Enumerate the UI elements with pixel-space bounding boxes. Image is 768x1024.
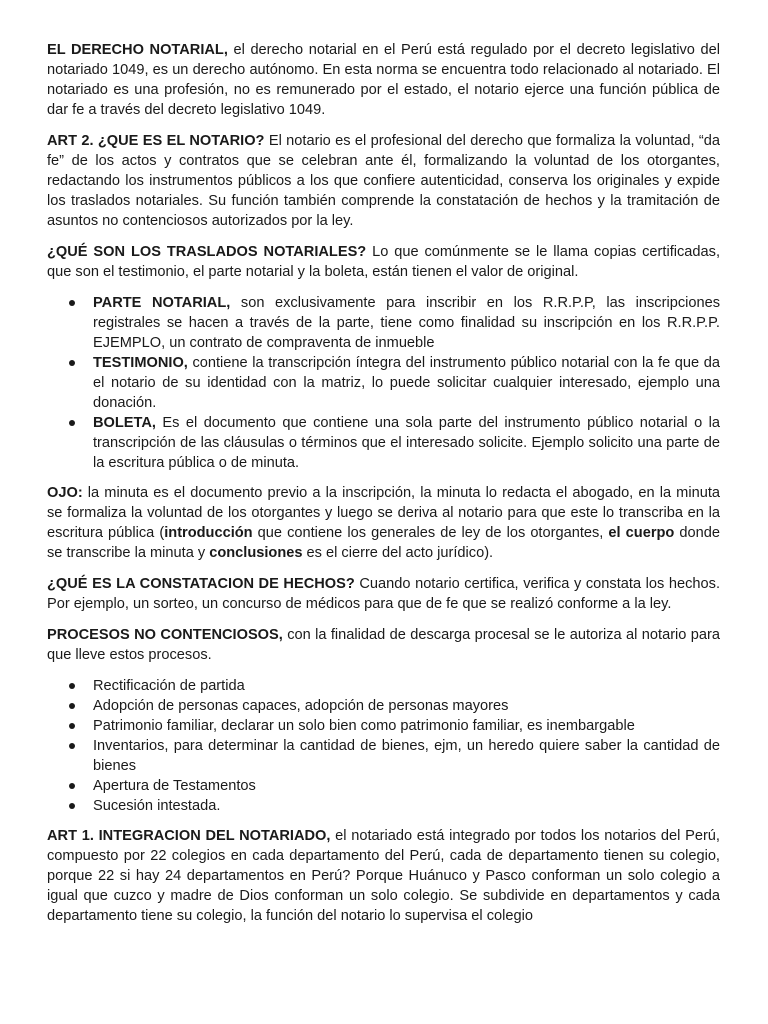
bullet-icon [69,783,75,789]
term-introduccion: introducción [164,525,253,541]
paragraph-integracion-del-notariado [47,826,720,926]
paragraph-ojo [47,483,720,563]
list-item-term: BOLETA, [93,415,156,431]
paragraph-text: es el cierre del acto jurídico). [302,545,494,561]
list-item-text: Rectificación de partida [93,678,245,694]
bullet-icon [69,683,75,689]
paragraph-que-es-el-notario [47,131,720,231]
list-item-term: PARTE NOTARIAL, [93,295,231,311]
list-item-text: Patrimonio familiar, declarar un solo bien como patrimonio familiar, es inembargable [93,718,635,734]
paragraph-constatacion-de-hechos [47,574,720,614]
paragraph-traslados-notariales [47,242,720,282]
paragraph-text: que contiene los generales de ley de los otorgantes, [252,525,609,541]
bullet-icon [69,360,75,366]
procesos-list [47,676,720,816]
list-item [93,736,720,776]
bullet-icon [69,703,75,709]
heading-integracion-del-notariado: ART 1. INTEGRACION DEL NOTARIADO, [47,828,331,844]
bullet-icon [69,723,75,729]
list-item [93,676,720,696]
list-item [93,776,720,796]
heading-constatacion-de-hechos: ¿QUÉ ES LA CONSTATACION DE HECHOS? [47,576,355,592]
list-item-text: Apertura de Testamentos [93,778,256,794]
paragraph-text: Lo que comúnmente se le llama copias certificadas, que son el testimonio, el parte notarial y la boleta, están tienen el valor de original. [47,244,720,280]
paragraph-derecho-notarial [47,40,720,120]
bullet-icon [69,743,75,749]
list-item-term: TESTIMONIO, [93,355,188,371]
list-item [93,293,720,353]
heading-ojo: OJO: [47,485,83,501]
list-item [93,353,720,413]
paragraph-procesos-no-contenciosos [47,625,720,665]
list-item [93,696,720,716]
list-item-text: Inventarios, para determinar la cantidad de bienes, ejm, un heredo quiere saber la cantidad de bienes [93,738,720,774]
list-item-text: son exclusivamente para inscribir en los R.R.P.P, las inscripciones registrales se hacen a través de la parte, tiene como finalidad su inscripción en los R.R.P.P. EJEMPLO, un contrato de compraventa de inmueble [93,295,721,351]
heading-traslados-notariales: ¿QUÉ SON LOS TRASLADOS NOTARIALES? [47,244,367,260]
paragraph-text: la minuta es el documento previo a la inscripción, la minuta lo redacta el abogado, en la minuta se formaliza la voluntad de los otorgantes y luego se deriva al notario para que este lo transcriba en la escritura pública ( [47,485,720,541]
list-item [93,716,720,736]
paragraph-text: Cuando notario certifica, verifica y constata los hechos. Por ejemplo, un sorteo, un concurso de médicos para que de fe que se realizó conforme a la ley. [47,576,720,612]
heading-procesos-no-contenciosos: PROCESOS NO CONTENCIOSOS, [47,627,283,643]
paragraph-text: donde se transcribe la minuta y [47,525,720,561]
list-item [93,413,720,473]
list-item-text: Es el documento que contiene una sola parte del instrumento público notarial o la transcripción de las cláusulas o términos que el interesado solicite. Ejemplo solicito una parte de la escritura pública o de minuta. [93,415,720,471]
term-conclusiones: conclusiones [209,545,303,561]
bullet-icon [69,803,75,809]
paragraph-text: el derecho notarial en el Perú está regulado por el decreto legislativo del notariado 1049, es un derecho autónomo. En esta norma se encuentra todo relacionado al notariado. El notariado es una profesión, no es remunerado por el estado, el notario ejerce una función pública de dar fe a través del decreto legislativo 1049. [47,42,720,118]
heading-derecho-notarial: EL DERECHO NOTARIAL, [47,42,228,58]
bullet-icon [69,420,75,426]
list-item-text: Sucesión intestada. [93,798,221,814]
heading-que-es-el-notario: ART 2. ¿QUE ES EL NOTARIO? [47,133,265,149]
list-item-text: contiene la transcripción íntegra del instrumento público notarial con la fe que da el notario de su identidad con la matriz, lo puede solicitar cualquier interesado, ejemplo una donación. [93,355,720,411]
list-item-text: Adopción de personas capaces, adopción de personas mayores [93,698,509,714]
paragraph-text: El notario es el profesional del derecho que formaliza la voluntad, “da fe” de los actos y contratos que se celebran ante él, formalizando la voluntad de los otorgantes, redactando los instrumentos públicos a los que confiere autenticidad, conserva los originales y expide los traslados notariales. Su función también comprende la constatación de hechos y la tramitación de asuntos no contenciosos autorizados por la ley. [47,133,720,229]
traslados-list [47,293,720,473]
list-item [93,796,720,816]
term-el-cuerpo: el cuerpo [608,525,675,541]
paragraph-text: el notariado está integrado por todos los notarios del Perú, compuesto por 22 colegios en cada departamento del Perú, cada de departamento tienen su colegio, porque 22 si hay 24 departamentos en Perú? Porque Huánuco y Pasco conforman un solo colegio a igual que cuzco y madre de Dios conforman un solo colegio. Se subdivide en departamentos y cada departamento tiene su colegio, la función del notario lo supervisa el colegio [47,828,720,924]
paragraph-text: con la finalidad de descarga procesal se le autoriza al notario para que lleve estos procesos. [47,627,721,663]
bullet-icon [69,300,75,306]
